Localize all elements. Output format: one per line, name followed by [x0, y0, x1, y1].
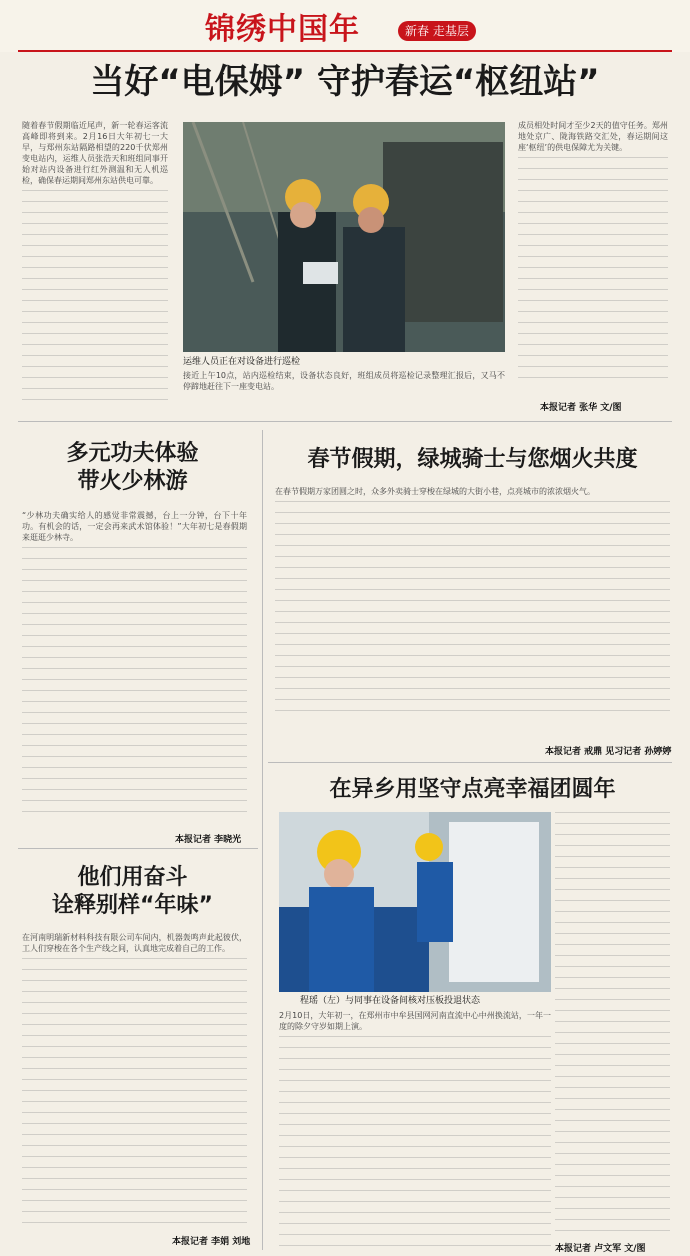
lead-text-col2-lines — [518, 157, 668, 387]
lead-text-col1-body: 随着春节假期临近尾声，新一轮春运客流高峰即将到来。2月16日大年初七一大早，与郑州东站隔路相望的220千伏郑州变电站内，运维人员张浩天和班组同事开始对站内设备进行红外测温和无人机巡检，确保春运期间郑州东站供电可靠。 — [22, 121, 168, 185]
story-center-headline: 春节假期，绿城骑士与您烟火共度 — [307, 447, 638, 472]
story-left2-text — [22, 932, 247, 1232]
lead-text-bottom-body: 接近上午10点，站内巡检结束，设备状态良好，班组成员将巡检记录整理汇报后，又马不停蹄地赶往下一座变电站。 — [183, 371, 505, 391]
story-right-photo-image — [279, 812, 551, 992]
story-left2-headline-line1: 他们用奋斗 — [77, 865, 188, 890]
story-left-headline-line2: 带火少林游 — [77, 469, 188, 494]
story-center-text-body: 在春节假期万家团圆之时，众多外卖骑士穿梭在绿城的大街小巷，点亮城市的浓浓烟火气。 — [275, 487, 595, 496]
story-right-text-col2-lines — [555, 812, 670, 1236]
story-right-byline: 本报记者 卢文军 文/图 — [555, 1244, 646, 1254]
lead-divider — [18, 421, 672, 422]
lead-text-col1-lines — [22, 190, 168, 410]
lead-byline: 本报记者 张华 文/图 — [540, 403, 622, 413]
left-divider — [18, 848, 258, 849]
story-center-text-lines — [275, 501, 670, 721]
story-left-headline-line1: 多元功夫体验 — [66, 441, 199, 466]
story-left2-byline: 本报记者 李娟 刘地 — [172, 1237, 251, 1247]
story-left-headline — [20, 440, 245, 496]
story-right-headline: 在异乡用坚守点亮幸福团圆年 — [329, 777, 616, 802]
story-left2-text-body: 在河南明瑞新材料科技有限公司车间内，机器轰鸣声此起彼伏，工人们穿梭在各个生产线之间，认真地完成着自己的工作。 — [22, 933, 247, 953]
story-left-text-lines — [22, 547, 247, 817]
story-center-text — [275, 486, 670, 731]
lead-headline: 当好“电保姆” 守护春运“枢纽站” — [90, 62, 600, 102]
center-divider — [268, 762, 672, 763]
lead-photo-image — [183, 122, 505, 352]
lead-text-bottom — [183, 370, 505, 415]
lead-text-col2 — [518, 120, 668, 410]
story-right-text-col2 — [555, 812, 670, 1240]
masthead-title: 锦绣中国年 — [205, 12, 360, 47]
story-left2-headline-line2: 诠释别样“年味” — [52, 893, 213, 918]
story-left-text — [22, 510, 247, 830]
lead-text-col2-body: 成员相处时间才至少2天的值守任务。郑州地处京广、陇海铁路交汇处，春运期间这座‘枢纽’的供电保障尤为关键。 — [518, 121, 668, 152]
column-divider — [262, 430, 263, 1250]
lead-photo — [183, 122, 505, 352]
masthead-rule — [18, 50, 672, 52]
story-right-text — [279, 1010, 551, 1250]
story-left-byline: 本报记者 李晓光 — [175, 835, 242, 845]
lead-photo-caption: 运维人员正在对设备进行巡检 — [183, 357, 301, 367]
masthead-badge: 新春 走基层 — [398, 21, 476, 41]
story-left2-text-lines — [22, 958, 247, 1223]
story-right-photo — [279, 812, 551, 992]
story-center-byline: 本报记者 戒鼎 见习记者 孙婷婷 — [545, 747, 672, 757]
story-right-photo-caption: 程瑶（左）与同事在设备间核对压板投退状态 — [300, 996, 481, 1006]
story-right-text-body: 2月10日，大年初一，在郑州市中牟县国网河南直流中心中州换流站，一年一度的除夕守岁如期上演。 — [279, 1011, 551, 1031]
lead-text-col1 — [22, 120, 168, 415]
story-right-text-lines — [279, 1036, 551, 1246]
story-left2-headline — [20, 864, 245, 920]
story-left-text-body: “少林功夫确实给人的感觉非常震撼，台上一分钟，台下十年功。有机会的话，一定会再来武术馆体验！”大年初七是春假期来逛逛少林寺。 — [22, 511, 247, 542]
